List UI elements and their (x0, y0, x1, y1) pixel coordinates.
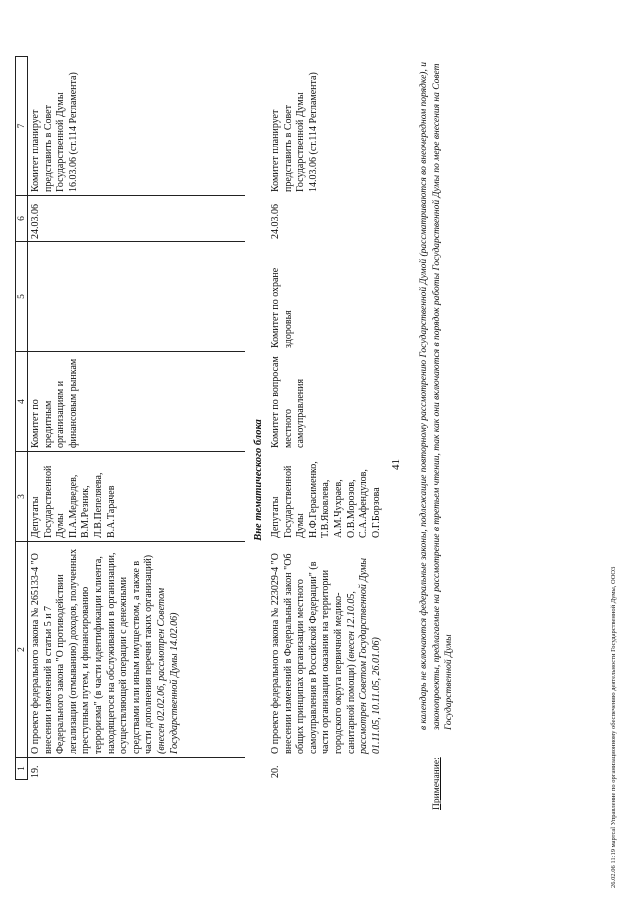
submission-plan: Комитет планирует представить в Совет Государственной Думы 16.03.06 (ст.114 Регламента) (30, 72, 79, 192)
note-label: Примечание: (432, 757, 442, 810)
bill-authors: Депутаты Государственной Думы Н.Ф.Герасименко, Т.В.Яковлева, А.М.Чухраев, О.В.Морозов, С.А.Афендулов, О.Г.Борзова (270, 461, 382, 538)
bill-title-text: О проекте федерального закона № 265133-4 "О внесении изменений в статьи 5 и 7 Федерального закона "О противодействии легализации (отмыванию) доходов, полученных преступным путем, и финансированию терроризма" (в части идентификации клиента, находящегося на обслуживании в организации, осуществляющей операции с денежными средствами или иным имуществом, а также в части дополнения перечня таких организаций) (30, 548, 155, 754)
consideration-date: 24.03.06 (30, 204, 41, 239)
col-header-6: 6 (15, 196, 28, 242)
column-divider (15, 541, 245, 542)
column-divider (15, 241, 245, 242)
responsible-committee: Комитет по вопросам местного самоуправления (270, 356, 307, 448)
co-executor: Комитет по охране здоровья (270, 267, 294, 348)
col-header-2: 2 (15, 542, 28, 758)
bill-title-note: (внесен 12.10.05, рассмотрен Советом Государственной Думы 01.11.05, 10.11.05, 26.01.06) (345, 557, 382, 754)
row-number: 20. (270, 765, 281, 778)
col-header-1: 1 (15, 758, 28, 780)
consideration-date: 24.03.06 (270, 204, 281, 239)
col-header-4: 4 (15, 352, 28, 452)
page-number: 41 (390, 459, 402, 470)
column-divider (15, 195, 245, 196)
bill-title (30, 544, 181, 754)
column-divider (15, 451, 245, 452)
row-number: 19. (30, 765, 41, 778)
bill-title (270, 544, 383, 754)
submission-plan: Комитет планирует представить в Совет Государственной Думы 14.03.06 (ст.114 Регламента) (270, 72, 319, 192)
bill-title-text: О проекте федерального закона № 223029-4 "О внесении изменений в Федеральный закон "Об общих принципах организации местного самоуправления в Российской Федерации" (в части организации оказания на территории городского округа первичной медико-санитарной помощи) (270, 553, 357, 754)
responsible-committee: Комитет по кредитным организациям и финансовым рынкам (30, 358, 79, 448)
section-title: Вне тематического блока (253, 419, 264, 541)
column-divider (15, 351, 245, 352)
col-header-7: 7 (15, 56, 28, 196)
bill-authors: Депутаты Государственной Думы П.А.Медведев, В.М.Резник, Л.В.Пепеляева, В.А.Тарачев (30, 465, 117, 538)
col-header-5: 5 (15, 242, 28, 352)
column-divider (15, 757, 245, 758)
page-footer: 26.02.06 11:19 мартcal Управление по организационному обеспечению деятельности Государственной Думы, ООО3 (610, 566, 617, 888)
col-header-3: 3 (15, 452, 28, 542)
bill-title-note: (внесен 02.02.06, рассмотрен Советом Государственной Думы 14.02.06) (155, 587, 180, 754)
agenda-table (15, 10, 382, 780)
note-text: в календарь не включаются федеральные законы, подлежащие повторному рассмотрению Государственной Думой (рассматриваются во внеочередном порядке), и законопроекты, предлагаемые на рассмотрение в третьем чтении, так как они включаются в порядок работы Государственной Думы по мере внесения на Совет Государственной Думы (419, 62, 454, 730)
